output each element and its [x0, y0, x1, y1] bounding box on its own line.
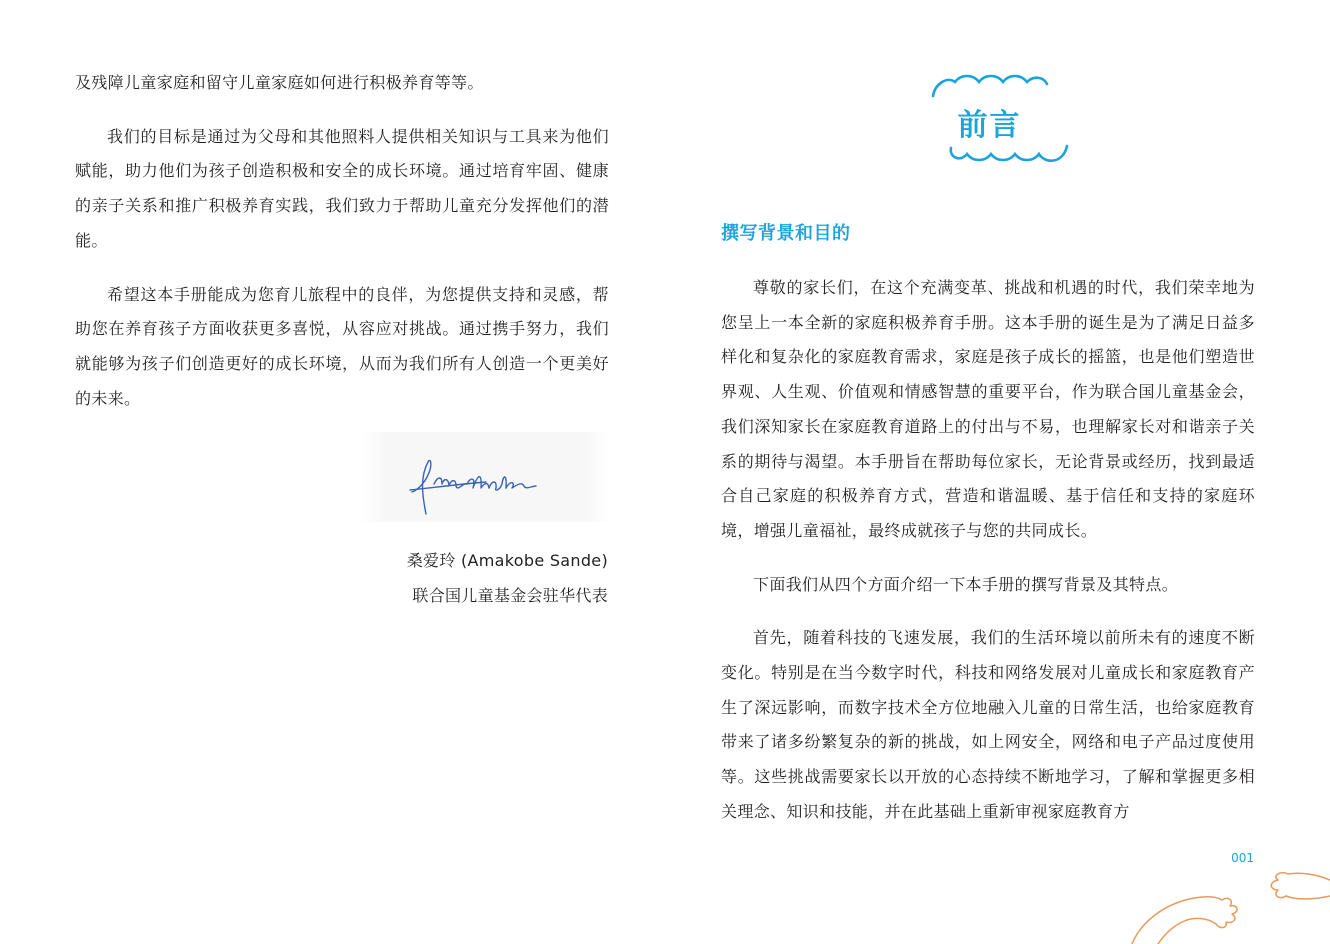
right-paragraph-2: 下面我们从四个方面介绍一下本手册的撰写背景及其特点。	[753, 574, 1179, 594]
left-paragraph-3: 希望这本手册能成为您育儿旅程中的良伴，为您提供支持和灵感，帮助您在养育孩子方面收获更多喜悦，从容应对挑战。通过携手努力，我们就能够为孩子们创造更好的成长环境，从而为我们所有人创造一个更美好的未来。	[75, 284, 609, 408]
hands-illustration-icon	[1120, 860, 1330, 944]
page-number: 001	[1231, 851, 1254, 865]
right-paragraph-3: 首先，随着科技的飞速发展，我们的生活环境以前所未有的速度不断变化。特别是在当今数字时代，科技和网络发展对儿童成长和家庭教育产生了深远影响，而数字技术全方位地融入儿童的日常生活，也给家庭教育带来了诸多纷繁复杂的新的挑战，如上网安全，网络和电子产品过度使用等。这些挑战需要家长以开放的心态持续不断地学习，了解和掌握更多相关理念、知识和技能，并在此基础上重新审视家庭教育方	[721, 628, 1255, 821]
right-page-body	[721, 271, 1255, 830]
section-heading: 撰写背景和目的	[721, 223, 851, 244]
preface-title: 前言	[957, 108, 1022, 143]
signatory-name: 桑爱玲 (Amakobe Sande)	[406, 551, 608, 570]
right-paragraph-1: 尊敬的家长们，在这个充满变革、挑战和机遇的时代，我们荣幸地为您呈上一本全新的家庭积极养育手册。这本手册的诞生是为了满足日益多样化和复杂化的家庭教育需求，家庭是孩子成长的摇篮，也是他们塑造世界观、人生观、价值观和情感智慧的重要平台，作为联合国儿童基金会，我们深知家长在家庭教育道路上的付出与不易，也理解家长对和谐亲子关系的期待与渴望。本手册旨在帮助每位家长，无论背景或经历，找到最适合自己家庭的积极养育方式，营造和谐温暖、基于信任和支持的家庭环境，增强儿童福祉，最终成就孩子与您的共同成长。	[721, 278, 1255, 540]
signature-image	[360, 432, 610, 522]
left-paragraph-2: 我们的目标是通过为父母和其他照料人提供相关知识与工具来为他们赋能，助力他们为孩子创造积极和安全的成长环境。通过培育牢固、健康的亲子关系和推广积极养育实践，我们致力于帮助儿童充分发挥他们的潜能。	[75, 126, 609, 250]
left-page-body	[75, 66, 609, 416]
left-paragraph-1: 及残障儿童家庭和留守儿童家庭如何进行积极养育等等。	[75, 73, 484, 92]
signatory-title: 联合国儿童基金会驻华代表	[412, 586, 608, 605]
